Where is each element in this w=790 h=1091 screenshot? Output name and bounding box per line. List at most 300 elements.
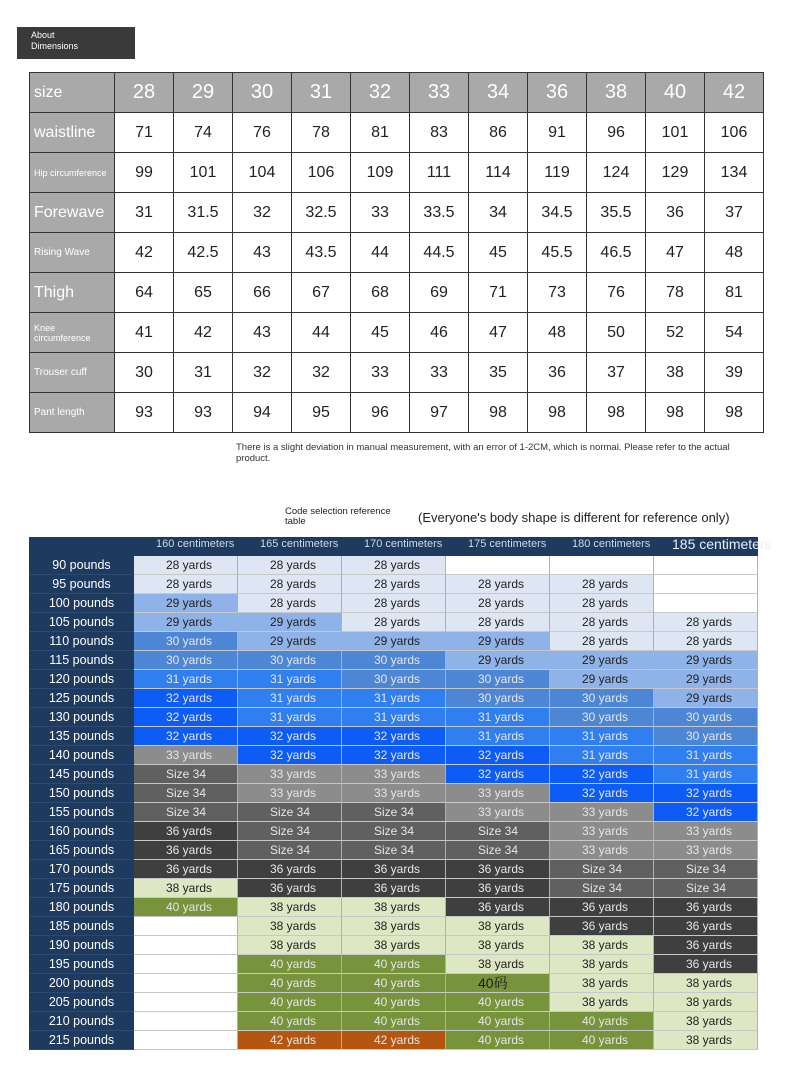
size-suggestion-cell: Size 34 xyxy=(550,860,654,879)
size-suggestion-cell: 33 yards xyxy=(654,822,758,841)
measurement-label: Knee circumference xyxy=(30,313,115,353)
size-suggestion-cell: 36 yards xyxy=(654,955,758,974)
size-header-cell: 33 xyxy=(410,73,469,113)
size-selection-grid xyxy=(29,536,772,1052)
size-suggestion-cell: 38 yards xyxy=(446,917,550,936)
measurement-row xyxy=(30,113,764,153)
size-suggestion-cell: 32 yards xyxy=(550,784,654,803)
weight-label: 100 pounds xyxy=(29,594,134,613)
measurement-value: 97 xyxy=(410,393,469,433)
size-suggestion-cell xyxy=(134,936,238,955)
size-suggestion-cell: 29 yards xyxy=(134,613,238,632)
measurement-value: 33.5 xyxy=(410,193,469,233)
measurement-value: 44 xyxy=(351,233,410,273)
size-suggestion-cell: 29 yards xyxy=(654,651,758,670)
size-suggestion-cell: 38 yards xyxy=(342,917,446,936)
size-suggestion-cell xyxy=(134,974,238,993)
size-suggestion-cell: 28 yards xyxy=(342,575,446,594)
size-suggestion-cell: 32 yards xyxy=(238,727,342,746)
size-suggestion-cell: 38 yards xyxy=(238,936,342,955)
size-suggestion-cell: 38 yards xyxy=(654,1012,758,1031)
size-suggestion-cell: 36 yards xyxy=(342,860,446,879)
size-suggestion-cell: 38 yards xyxy=(238,898,342,917)
weight-label: 95 pounds xyxy=(29,575,134,594)
measurement-value: 98 xyxy=(528,393,587,433)
size-suggestion-cell: 38 yards xyxy=(342,898,446,917)
size-suggestion-cell: 38 yards xyxy=(654,993,758,1012)
size-suggestion-cell: 28 yards xyxy=(550,575,654,594)
size-suggestion-cell: 36 yards xyxy=(134,841,238,860)
size-suggestion-cell: 28 yards xyxy=(446,575,550,594)
size-suggestion-cell: Size 34 xyxy=(446,822,550,841)
size-suggestion-cell: Size 34 xyxy=(654,860,758,879)
size-suggestion-cell: 31 yards xyxy=(238,708,342,727)
measurement-note: There is a slight deviation in manual measurement, with an error of 1-2CM, which is normal. Please refer to the actual product. xyxy=(236,442,730,464)
size-suggestion-cell: 31 yards xyxy=(238,689,342,708)
measurement-value: 94 xyxy=(233,393,292,433)
measurement-value: 43 xyxy=(233,313,292,353)
size-suggestion-cell: 36 yards xyxy=(654,917,758,936)
size-suggestion-cell: 40 yards xyxy=(446,993,550,1012)
size-suggestion-cell: 28 yards xyxy=(446,613,550,632)
measurement-row xyxy=(30,273,764,313)
measurement-value: 47 xyxy=(646,233,705,273)
size-suggestion-cell: 38 yards xyxy=(550,993,654,1012)
weight-label: 215 pounds xyxy=(29,1031,134,1050)
size-suggestion-cell xyxy=(446,556,550,575)
measurement-value: 47 xyxy=(469,313,528,353)
size-suggestion-cell: 40 yards xyxy=(238,955,342,974)
size-suggestion-cell: 36 yards xyxy=(446,860,550,879)
size-suggestion-cell: 33 yards xyxy=(238,784,342,803)
size-suggestion-cell: 29 yards xyxy=(550,651,654,670)
measurement-value: 101 xyxy=(646,113,705,153)
size-suggestion-cell: Size 34 xyxy=(654,879,758,898)
measurement-row xyxy=(30,353,764,393)
measurement-value: 48 xyxy=(705,233,764,273)
measurement-value: 42 xyxy=(174,313,233,353)
measurement-value: 104 xyxy=(233,153,292,193)
size-suggestion-cell: 28 yards xyxy=(238,594,342,613)
measurement-value: 91 xyxy=(528,113,587,153)
measurement-value: 32 xyxy=(233,353,292,393)
measurement-value: 93 xyxy=(115,393,174,433)
measurement-value: 50 xyxy=(587,313,646,353)
measurement-value: 119 xyxy=(528,153,587,193)
size-suggestion-cell xyxy=(134,1012,238,1031)
size-suggestion-cell: 36 yards xyxy=(446,879,550,898)
size-suggestion-cell: 40 yards xyxy=(550,1031,654,1050)
measurement-value: 37 xyxy=(705,193,764,233)
measurement-value: 36 xyxy=(528,353,587,393)
size-suggestion-cell: 31 yards xyxy=(238,670,342,689)
size-suggestion-cell: 38 yards xyxy=(550,955,654,974)
size-suggestion-cell: 31 yards xyxy=(446,708,550,727)
measurement-value: 65 xyxy=(174,273,233,313)
weight-label: 105 pounds xyxy=(29,613,134,632)
size-suggestion-cell: 28 yards xyxy=(654,632,758,651)
size-suggestion-cell: 31 yards xyxy=(446,727,550,746)
measurement-value: 54 xyxy=(705,313,764,353)
height-header: 160 centimeters xyxy=(134,537,238,556)
selection-title: Code selection reference table xyxy=(285,506,391,527)
measurement-label: Pant length xyxy=(30,393,115,433)
weight-label: 125 pounds xyxy=(29,689,134,708)
size-suggestion-cell: 40 yards xyxy=(550,1012,654,1031)
weight-label: 90 pounds xyxy=(29,556,134,575)
size-suggestion-cell: Size 34 xyxy=(134,803,238,822)
size-suggestion-cell: 30 yards xyxy=(654,727,758,746)
size-suggestion-cell: 38 yards xyxy=(342,936,446,955)
size-suggestion-cell: 32 yards xyxy=(446,765,550,784)
size-suggestion-cell: 38 yards xyxy=(654,974,758,993)
measurement-value: 101 xyxy=(174,153,233,193)
size-suggestion-cell: 36 yards xyxy=(654,936,758,955)
size-suggestion-cell: Size 34 xyxy=(342,803,446,822)
weight-label: 130 pounds xyxy=(29,708,134,727)
measurement-label: Trouser cuff xyxy=(30,353,115,393)
measurement-value: 129 xyxy=(646,153,705,193)
size-suggestion-cell: Size 34 xyxy=(238,841,342,860)
size-suggestion-cell xyxy=(654,575,758,594)
size-suggestion-cell: 29 yards xyxy=(238,632,342,651)
size-suggestion-cell xyxy=(654,556,758,575)
size-suggestion-cell: 31 yards xyxy=(342,689,446,708)
measurement-row xyxy=(30,193,764,233)
measurement-value: 44 xyxy=(292,313,351,353)
size-suggestion-cell: 33 yards xyxy=(342,784,446,803)
size-suggestion-cell: 40 yards xyxy=(446,1012,550,1031)
size-suggestion-cell: 40 yards xyxy=(342,955,446,974)
size-suggestion-cell: 30 yards xyxy=(550,708,654,727)
measurement-value: 43.5 xyxy=(292,233,351,273)
size-suggestion-cell: 40 yards xyxy=(342,1012,446,1031)
measurement-value: 32.5 xyxy=(292,193,351,233)
weight-label: 195 pounds xyxy=(29,955,134,974)
measurement-value: 37 xyxy=(587,353,646,393)
size-suggestion-cell: 42 yards xyxy=(342,1031,446,1050)
size-suggestion-cell: 28 yards xyxy=(342,613,446,632)
measurement-value: 78 xyxy=(646,273,705,313)
size-suggestion-cell: 32 yards xyxy=(134,689,238,708)
size-suggestion-cell: 31 yards xyxy=(134,670,238,689)
weight-label: 140 pounds xyxy=(29,746,134,765)
measurement-value: 31.5 xyxy=(174,193,233,233)
size-suggestion-cell: 33 yards xyxy=(342,765,446,784)
size-suggestion-cell xyxy=(134,1031,238,1050)
size-header-cell: 40 xyxy=(646,73,705,113)
size-suggestion-cell: 38 yards xyxy=(550,974,654,993)
measurement-value: 114 xyxy=(469,153,528,193)
size-suggestion-cell: 30 yards xyxy=(134,651,238,670)
measurement-value: 39 xyxy=(705,353,764,393)
measurement-row xyxy=(30,393,764,433)
size-suggestion-cell: 29 yards xyxy=(550,670,654,689)
size-suggestion-cell: 33 yards xyxy=(654,841,758,860)
measurement-label: Thigh xyxy=(30,273,115,313)
size-suggestion-cell: 38 yards xyxy=(238,917,342,936)
size-header-row xyxy=(30,73,764,113)
measurement-value: 74 xyxy=(174,113,233,153)
weight-label: 175 pounds xyxy=(29,879,134,898)
size-suggestion-cell: Size 34 xyxy=(134,765,238,784)
size-suggestion-cell: 36 yards xyxy=(654,898,758,917)
weight-label: 150 pounds xyxy=(29,784,134,803)
size-suggestion-cell: 32 yards xyxy=(654,784,758,803)
measurement-label: waistline xyxy=(30,113,115,153)
size-suggestion-cell: 28 yards xyxy=(134,575,238,594)
weight-label: 120 pounds xyxy=(29,670,134,689)
size-suggestion-cell: 36 yards xyxy=(238,860,342,879)
size-suggestion-cell: 40 yards xyxy=(134,898,238,917)
size-suggestion-cell: 32 yards xyxy=(238,746,342,765)
size-suggestion-cell: 33 yards xyxy=(550,803,654,822)
weight-label: 210 pounds xyxy=(29,1012,134,1031)
measurement-value: 81 xyxy=(705,273,764,313)
measurement-value: 33 xyxy=(410,353,469,393)
weight-label: 190 pounds xyxy=(29,936,134,955)
size-suggestion-cell: 31 yards xyxy=(342,708,446,727)
measurement-value: 93 xyxy=(174,393,233,433)
measurement-value: 106 xyxy=(292,153,351,193)
measurement-value: 73 xyxy=(528,273,587,313)
measurement-value: 34.5 xyxy=(528,193,587,233)
measurement-value: 98 xyxy=(587,393,646,433)
size-suggestion-cell: 29 yards xyxy=(446,651,550,670)
measurement-value: 30 xyxy=(115,353,174,393)
measurement-value: 45 xyxy=(351,313,410,353)
size-suggestion-cell: 40 yards xyxy=(342,993,446,1012)
size-header-cell: 36 xyxy=(528,73,587,113)
measurement-value: 42.5 xyxy=(174,233,233,273)
measurement-value: 83 xyxy=(410,113,469,153)
size-suggestion-cell: 40 yards xyxy=(446,1031,550,1050)
size-header-cell: 42 xyxy=(705,73,764,113)
size-suggestion-cell: 30 yards xyxy=(446,670,550,689)
height-header: 180 centimeters xyxy=(550,537,654,556)
size-header-cell: 31 xyxy=(292,73,351,113)
measurement-value: 76 xyxy=(233,113,292,153)
size-suggestion-cell: 32 yards xyxy=(446,746,550,765)
height-header: 185 centimeters xyxy=(654,537,758,556)
size-suggestion-cell: 38 yards xyxy=(446,936,550,955)
measurement-value: 98 xyxy=(646,393,705,433)
size-header-cell: 29 xyxy=(174,73,233,113)
size-suggestion-cell: 32 yards xyxy=(342,727,446,746)
weight-label: 185 pounds xyxy=(29,917,134,936)
selection-subtitle: (Everyone's body shape is different for reference only) xyxy=(418,510,730,525)
weight-label: 170 pounds xyxy=(29,860,134,879)
size-suggestion-cell: 33 yards xyxy=(550,841,654,860)
measurement-value: 78 xyxy=(292,113,351,153)
weight-label: 145 pounds xyxy=(29,765,134,784)
measurement-row xyxy=(30,313,764,353)
size-suggestion-cell xyxy=(134,993,238,1012)
size-label: size xyxy=(30,73,115,113)
size-suggestion-cell: 32 yards xyxy=(134,708,238,727)
size-suggestion-cell: 28 yards xyxy=(550,613,654,632)
size-suggestion-cell xyxy=(134,955,238,974)
measurement-label: Rising Wave xyxy=(30,233,115,273)
size-suggestion-cell: Size 34 xyxy=(238,803,342,822)
size-suggestion-cell: 32 yards xyxy=(550,765,654,784)
measurement-value: 46 xyxy=(410,313,469,353)
measurement-value: 38 xyxy=(646,353,705,393)
size-suggestion-cell: 29 yards xyxy=(446,632,550,651)
measurement-value: 35 xyxy=(469,353,528,393)
size-suggestion-cell: 36 yards xyxy=(134,822,238,841)
measurement-label: Hip circumference xyxy=(30,153,115,193)
size-suggestion-cell: Size 34 xyxy=(550,879,654,898)
measurement-value: 44.5 xyxy=(410,233,469,273)
measurement-value: 64 xyxy=(115,273,174,313)
measurement-value: 67 xyxy=(292,273,351,313)
size-suggestion-cell: 29 yards xyxy=(342,632,446,651)
measurement-value: 106 xyxy=(705,113,764,153)
measurement-value: 31 xyxy=(115,193,174,233)
measurement-value: 52 xyxy=(646,313,705,353)
size-suggestion-cell: 40码 xyxy=(446,974,550,993)
size-suggestion-cell: 28 yards xyxy=(238,556,342,575)
size-suggestion-cell: Size 34 xyxy=(446,841,550,860)
measurement-value: 66 xyxy=(233,273,292,313)
size-suggestion-cell: 30 yards xyxy=(550,689,654,708)
measurement-value: 43 xyxy=(233,233,292,273)
size-suggestion-cell: 28 yards xyxy=(550,594,654,613)
size-suggestion-cell: 36 yards xyxy=(550,898,654,917)
measurement-value: 33 xyxy=(351,193,410,233)
size-suggestion-cell: 30 yards xyxy=(134,632,238,651)
weight-label: 115 pounds xyxy=(29,651,134,670)
measurement-value: 48 xyxy=(528,313,587,353)
size-suggestion-cell: 28 yards xyxy=(342,594,446,613)
size-suggestion-cell: 40 yards xyxy=(238,1012,342,1031)
size-suggestion-cell xyxy=(550,556,654,575)
measurement-value: 134 xyxy=(705,153,764,193)
measurement-value: 109 xyxy=(351,153,410,193)
measurement-label: Forewave xyxy=(30,193,115,233)
size-suggestion-cell: 38 yards xyxy=(654,1031,758,1050)
grid-corner xyxy=(29,537,134,556)
weight-label: 135 pounds xyxy=(29,727,134,746)
size-suggestion-cell: 29 yards xyxy=(238,613,342,632)
size-suggestion-cell: 29 yards xyxy=(134,594,238,613)
weight-label: 205 pounds xyxy=(29,993,134,1012)
weight-label: 155 pounds xyxy=(29,803,134,822)
size-suggestion-cell: 33 yards xyxy=(446,784,550,803)
size-suggestion-cell: 33 yards xyxy=(446,803,550,822)
size-suggestion-cell: 42 yards xyxy=(238,1031,342,1050)
size-suggestion-cell: 31 yards xyxy=(550,746,654,765)
measurement-value: 71 xyxy=(469,273,528,313)
measurement-value: 99 xyxy=(115,153,174,193)
measurement-value: 96 xyxy=(351,393,410,433)
size-suggestion-cell: 33 yards xyxy=(134,746,238,765)
weight-label: 180 pounds xyxy=(29,898,134,917)
measurement-value: 95 xyxy=(292,393,351,433)
measurement-value: 96 xyxy=(587,113,646,153)
weight-label: 165 pounds xyxy=(29,841,134,860)
size-suggestion-cell: 40 yards xyxy=(238,974,342,993)
measurement-value: 41 xyxy=(115,313,174,353)
size-suggestion-cell: 36 yards xyxy=(342,879,446,898)
height-header: 165 centimeters xyxy=(238,537,342,556)
measurement-value: 36 xyxy=(646,193,705,233)
measurement-value: 32 xyxy=(233,193,292,233)
size-suggestion-cell: 40 yards xyxy=(238,993,342,1012)
size-header-cell: 32 xyxy=(351,73,410,113)
weight-label: 160 pounds xyxy=(29,822,134,841)
size-suggestion-cell: 28 yards xyxy=(654,613,758,632)
measurement-value: 76 xyxy=(587,273,646,313)
about-dimensions-label: About Dimensions xyxy=(17,27,135,59)
measurement-value: 69 xyxy=(410,273,469,313)
weight-label: 200 pounds xyxy=(29,974,134,993)
height-header: 170 centimeters xyxy=(342,537,446,556)
measurement-value: 46.5 xyxy=(587,233,646,273)
measurement-value: 81 xyxy=(351,113,410,153)
measurement-value: 31 xyxy=(174,353,233,393)
size-suggestion-cell: 28 yards xyxy=(238,575,342,594)
size-suggestion-cell: Size 34 xyxy=(342,822,446,841)
size-suggestion-cell: 32 yards xyxy=(654,803,758,822)
measurement-row xyxy=(30,153,764,193)
weight-label: 110 pounds xyxy=(29,632,134,651)
measurement-row xyxy=(30,233,764,273)
size-suggestion-cell: 38 yards xyxy=(446,955,550,974)
size-suggestion-cell: 30 yards xyxy=(238,651,342,670)
size-suggestion-cell: 30 yards xyxy=(342,670,446,689)
size-suggestion-cell: 36 yards xyxy=(446,898,550,917)
size-suggestion-cell: 32 yards xyxy=(342,746,446,765)
measurement-value: 42 xyxy=(115,233,174,273)
measurement-value: 45 xyxy=(469,233,528,273)
size-header-cell: 38 xyxy=(587,73,646,113)
size-suggestion-cell: 33 yards xyxy=(238,765,342,784)
measurement-value: 71 xyxy=(115,113,174,153)
size-suggestion-cell: Size 34 xyxy=(238,822,342,841)
size-suggestion-cell: 40 yards xyxy=(342,974,446,993)
size-header-cell: 28 xyxy=(115,73,174,113)
size-suggestion-cell: 30 yards xyxy=(654,708,758,727)
size-suggestion-cell: 36 yards xyxy=(238,879,342,898)
size-header-cell: 30 xyxy=(233,73,292,113)
size-suggestion-cell: 28 yards xyxy=(134,556,238,575)
size-suggestion-cell: 32 yards xyxy=(134,727,238,746)
size-suggestion-cell: Size 34 xyxy=(342,841,446,860)
size-suggestion-cell xyxy=(654,594,758,613)
measurement-value: 98 xyxy=(705,393,764,433)
size-suggestion-cell: 29 yards xyxy=(654,689,758,708)
size-suggestion-cell: 31 yards xyxy=(550,727,654,746)
size-suggestion-cell: 38 yards xyxy=(134,879,238,898)
size-suggestion-cell: 33 yards xyxy=(550,822,654,841)
size-header-cell: 34 xyxy=(469,73,528,113)
measurement-value: 124 xyxy=(587,153,646,193)
measurement-value: 98 xyxy=(469,393,528,433)
size-suggestion-cell: Size 34 xyxy=(134,784,238,803)
measurement-value: 111 xyxy=(410,153,469,193)
size-suggestion-cell: 38 yards xyxy=(550,936,654,955)
size-suggestion-cell: 28 yards xyxy=(550,632,654,651)
size-suggestion-cell: 36 yards xyxy=(550,917,654,936)
size-suggestion-cell: 30 yards xyxy=(446,689,550,708)
size-suggestion-cell: 28 yards xyxy=(342,556,446,575)
size-suggestion-cell: 30 yards xyxy=(342,651,446,670)
measurement-value: 32 xyxy=(292,353,351,393)
height-header: 175 centimeters xyxy=(446,537,550,556)
measurement-value: 35.5 xyxy=(587,193,646,233)
